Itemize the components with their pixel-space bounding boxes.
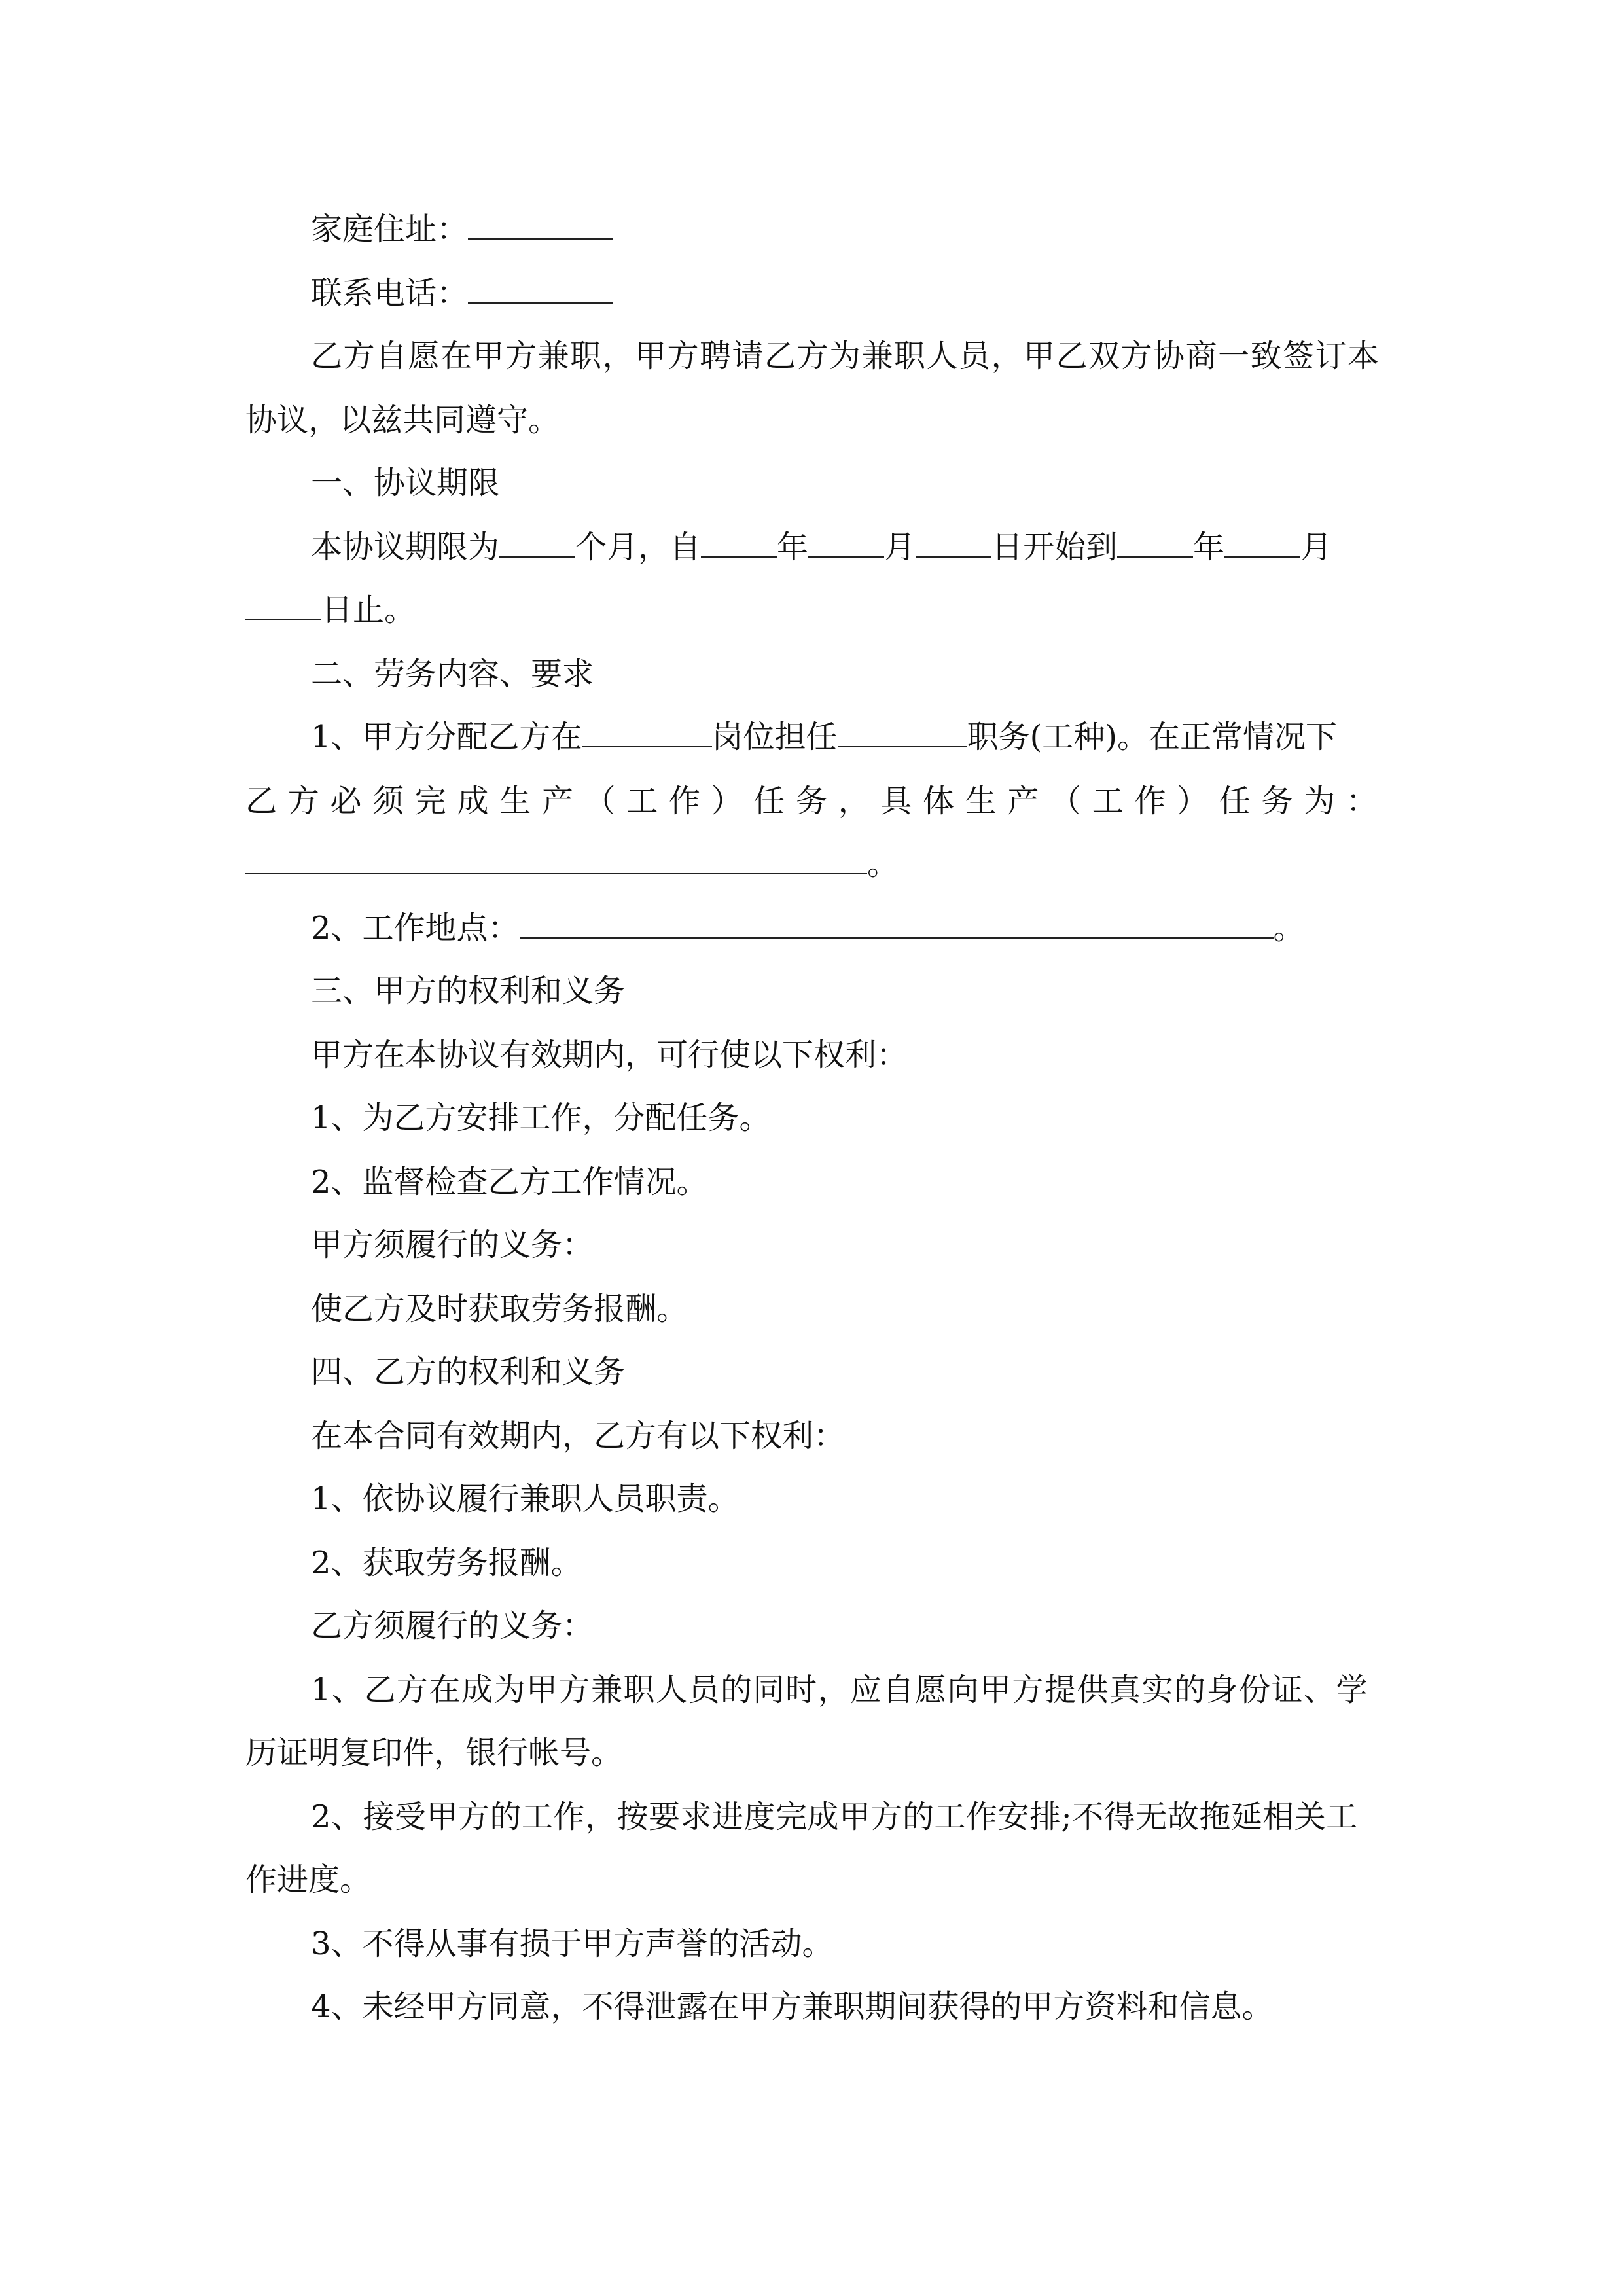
term-text-h: 日止。 (321, 592, 416, 628)
job-char: 体 (923, 783, 955, 819)
term-line-2 (245, 589, 416, 631)
term-text-d: 月 (884, 529, 916, 565)
phone-line (311, 272, 613, 314)
job-char: 为 (1304, 783, 1336, 819)
job-line-2 (245, 780, 1378, 822)
address-line (311, 208, 613, 250)
job-char: ） (1177, 783, 1209, 819)
term-text-b: 个月，自 (575, 529, 702, 565)
term-text-c: 年 (777, 529, 809, 565)
end-month-blank[interactable] (1224, 526, 1300, 558)
job-char: （ (1050, 783, 1082, 819)
place-line (311, 907, 1305, 949)
job-char: 产 (541, 783, 573, 819)
job-char: 完 (414, 783, 446, 819)
job-char: 具 (880, 783, 912, 819)
job-char: 生 (499, 783, 531, 819)
term-text-g: 月 (1300, 529, 1332, 565)
post-blank[interactable] (582, 716, 712, 747)
job-char: 作 (668, 783, 700, 819)
job-text-c: 职务(工种)。在正常情况下 (967, 719, 1338, 755)
job-char: 工 (626, 783, 658, 819)
b-duty-3: 3、不得从事有损于甲方声誉的活动。 (311, 1926, 834, 1962)
job-char: 工 (1092, 783, 1124, 819)
address-label: 家庭住址： (311, 211, 469, 247)
intro-line-2: 协议，以兹共同遵守。 (245, 402, 560, 439)
job-line-3 (245, 843, 899, 885)
a-rights-intro: 甲方在本协议有效期内，可行使以下权利： (311, 1037, 908, 1073)
b-duty-title: 乙方须履行的义务： (311, 1607, 594, 1644)
a-duty-1: 使乙方及时获取劳务报酬。 (311, 1291, 688, 1327)
duty-blank[interactable] (838, 716, 967, 747)
end-day-blank[interactable] (245, 589, 321, 620)
job-char: 成 (457, 783, 489, 819)
section-2-title: 二、劳务内容、要求 (311, 656, 594, 692)
job-text-a: 1、甲方分配乙方在 (311, 719, 582, 755)
job-char: 任 (1219, 783, 1251, 819)
job-char: ） (711, 783, 743, 819)
b-right-1: 1、依协议履行兼职人员职责。 (311, 1480, 740, 1517)
term-text-e: 日开始到 (991, 529, 1118, 565)
a-right-1: 1、为乙方安排工作，分配任务。 (311, 1100, 771, 1136)
job-char: ： (1346, 783, 1378, 819)
phone-label: 联系电话： (311, 275, 469, 312)
place-label: 2、工作地点： (311, 910, 520, 946)
phone-blank[interactable] (468, 272, 613, 304)
b-right-2: 2、获取劳务报酬。 (311, 1545, 582, 1581)
end-year-blank[interactable] (1117, 526, 1193, 558)
job-char: 产 (1007, 783, 1039, 819)
term-text-f: 年 (1193, 529, 1225, 565)
job-char: 务 (795, 783, 827, 819)
start-month-blank[interactable] (808, 526, 884, 558)
section-4-title: 四、乙方的权利和义务 (311, 1354, 626, 1390)
job-char: ， (838, 783, 870, 819)
a-duty-title: 甲方须履行的义务： (311, 1227, 594, 1263)
term-text-a: 本协议期限为 (311, 529, 500, 565)
b-duty-1-line-2: 历证明复印件，银行帐号。 (245, 1734, 623, 1771)
start-year-blank[interactable] (701, 526, 777, 558)
job-text-b: 岗位担任 (711, 719, 838, 755)
job-char: （ (584, 783, 616, 819)
place-end: 。 (1273, 910, 1305, 946)
job-char: 任 (753, 783, 785, 819)
intro-line-1: 乙方自愿在甲方兼职，甲方聘请乙方为兼职人员，甲乙双方协商一致签订本 (311, 338, 1380, 374)
b-duty-2-line-1: 2、接受甲方的工作，按要求进度完成甲方的工作安排;不得无故拖延相关工 (311, 1799, 1358, 1835)
b-duty-2-line-2: 作进度。 (245, 1861, 372, 1898)
job-char: 方 (287, 783, 319, 819)
term-months-blank[interactable] (499, 526, 575, 558)
job-line-1 (311, 716, 1337, 758)
b-duty-1-line-1: 1、乙方在成为甲方兼职人员的同时，应自愿向甲方提供真实的身份证、学 (311, 1672, 1369, 1708)
job-char: 乙 (245, 783, 277, 819)
job-char: 作 (1134, 783, 1166, 819)
place-blank[interactable] (520, 907, 1274, 939)
job-char: 须 (372, 783, 404, 819)
start-day-blank[interactable] (916, 526, 991, 558)
a-right-2: 2、监督检查乙方工作情况。 (311, 1164, 708, 1200)
job-char: 务 (1261, 783, 1293, 819)
b-rights-intro: 在本合同有效期内，乙方有以下权利： (311, 1418, 846, 1454)
task-blank[interactable] (245, 843, 867, 874)
address-blank[interactable] (468, 208, 613, 240)
b-duty-4: 4、未经甲方同意，不得泄露在甲方兼职期间获得的甲方资料和信息。 (311, 1988, 1274, 2025)
job-char: 生 (965, 783, 997, 819)
job-char: 必 (330, 783, 362, 819)
section-1-title: 一、协议期限 (311, 465, 500, 501)
job-end: 。 (867, 846, 899, 882)
section-3-title: 三、甲方的权利和义务 (311, 973, 626, 1009)
term-line (311, 526, 1332, 568)
